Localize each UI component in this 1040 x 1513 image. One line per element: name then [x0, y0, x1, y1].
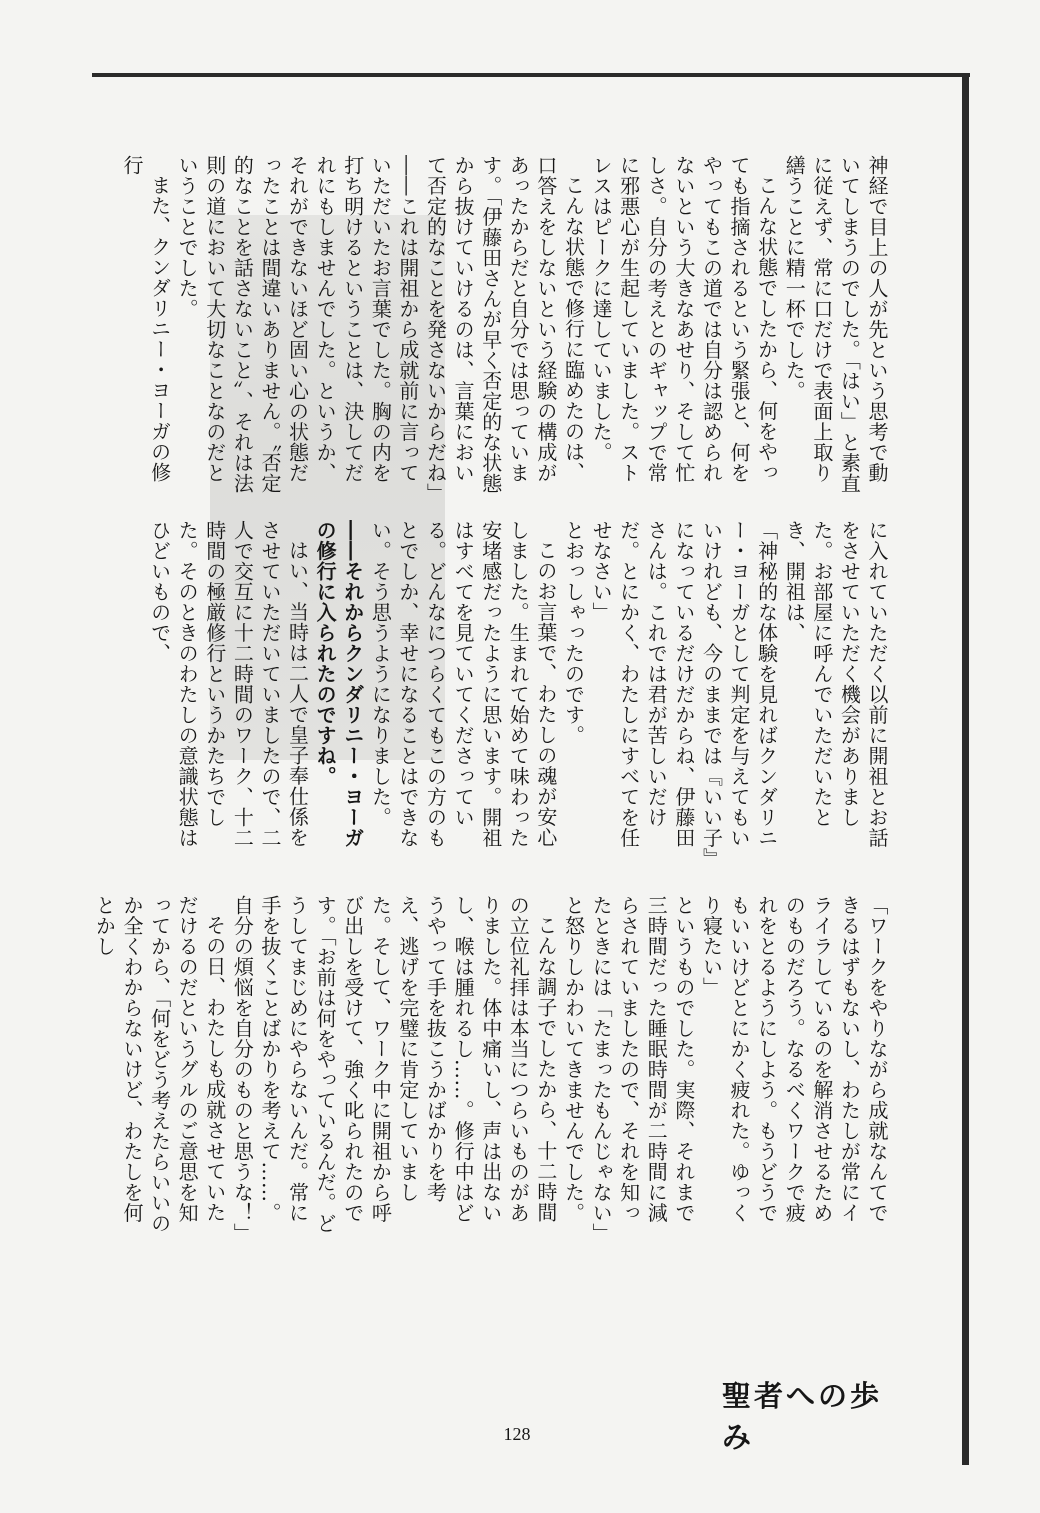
frame-right-rule [962, 73, 969, 1465]
paragraph: こんな状態でしたから、何をやっても指摘されるという緊張と、何をやってもこの道では自分は認められないという大きなあせり、そして忙しさ。自分の考えとのギャップで常に邪悪心が生起していました。ストレスはピークに達していました。 [589, 155, 779, 483]
paragraph: こんな状態で修行に臨めたのは、口答えをしないという経験の構成があったからだと自分では思っています。「伊藤田さんが早く否定的な状態から抜けていけるのは、言葉において否定的なことを発さないからだね」――これは開祖から成就前に言っていただいたお言葉でした。胸の内を打ち明けるということは、決してだれにもしませんでした。というか、それができないほど固い心の状態だったことは間違いありません。〝否定的なことを話さないこと〟、それは法則の道において大切なことなのだということでした。 [175, 155, 586, 494]
interview-question: ――それからクンダリニー・ヨーガの修行に入られたのですね。 [313, 520, 365, 848]
paragraph: とおっしゃったのです。 [561, 520, 586, 746]
paragraph: 「ワークをやりながら成就なんてできるはずもないし、わたしが常にイライラしているのを解消させるためのものだろう。なるべくワークで疲れをとるようにしよう。もうどうでもいいけどとにかく疲れた。ゆっくり寝たい」 [699, 895, 889, 1223]
page-number: 128 [503, 1424, 531, 1444]
paragraph: 神経で目上の人が先という思考で動いてしまうのでした。「はい」と素直に従えず、常に口だけで表面上取り繕うことに精一杯でした。 [782, 155, 889, 494]
paragraph: というものでした。実際、それまで三時間だった睡眠時間が二時間に減らされていましたので、それを知ったときには「たまったもんじゃない」と怒りしかわいてきませんでした。 [561, 895, 696, 1234]
paragraph: はい、当時は二人で皇子奉仕係をさせていただいていましたので、二人で交互に十二時間のワーク、十二時間の極厳修行というかたちでした。そのときのわたしの意識状態はひどいもので、 [147, 520, 310, 848]
paragraph: 「神秘的な体験を見ればクンダリニー・ヨーガとして判定を与えてもいいけれども、今のままでは『いい子』になっているだけだからね、伊藤田さんは。これでは君が苦しいだけだ。とにかく、わたしにすべてを任せなさい」 [589, 520, 779, 859]
text-tier-3 [92, 895, 890, 1244]
text-tier-2 [145, 520, 890, 865]
frame-top-rule [92, 73, 970, 77]
paragraph: また、クンダリニー・ヨーガの修行 [119, 155, 172, 483]
paragraph: その日、わたしも成就させていただけるのだというグルのご意思を知ってから、「何をどう考えたらいいのか全くわからないけど、わたしを何とかし [92, 895, 227, 1234]
paragraph: に入れていただく以前に開祖とお話をさせていただく機会がありました。お部屋に呼んでいただいたとき、開祖は、 [782, 520, 889, 848]
paragraph: このお言葉で、わたしの魂が安心しました。生まれて始めて味わった安堵感だったように思います。開祖はすべてを見ていてくださっている。どんなにつらくてもこの方のもとでしか、幸せになることはできない。そう思うようになりました。 [368, 520, 558, 848]
text-tier-1 [119, 155, 890, 500]
paragraph: こんな調子でしたから、十二時間の立位礼拝は本当につらいものがありました。体中痛いし、声は出ないし、喉は腫れるし……。修行中はどうやって手を抜こうかばかりを考え、逃げを完璧に肯定していました。そして、ワーク中に開祖から呼び出しを受けて、強く叱られたのです。「お前は何をやっているんだ。どうしてまじめにやらないんだ。常に手を抜くことばかりを考えて……。自分の煩悩を自分のものと思うな！」 [230, 895, 558, 1244]
section-title: 聖者への歩み [722, 1379, 883, 1454]
